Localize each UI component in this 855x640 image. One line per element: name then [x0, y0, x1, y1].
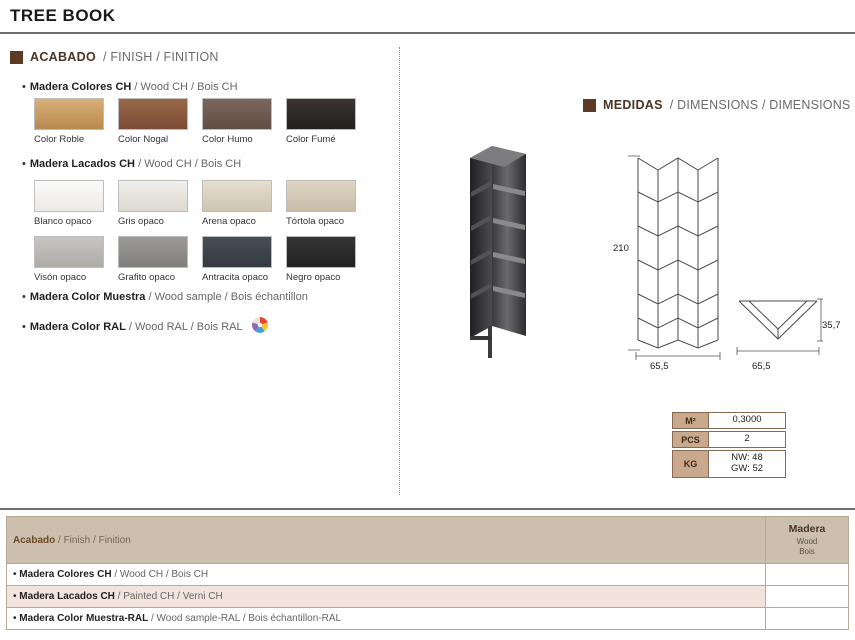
table-header-madera-l1: Madera — [788, 523, 826, 536]
swatch-chip — [202, 180, 272, 212]
table-cell-finish — [7, 586, 766, 608]
spec-row-pcs — [672, 431, 786, 448]
bullet-icon: • — [13, 613, 17, 624]
spec-key: M² — [672, 412, 709, 429]
spec-value: 2 — [709, 431, 786, 448]
color-wheel-icon — [251, 316, 269, 337]
table-header-row — [7, 517, 849, 564]
spec-value-nw: NW: 48 — [731, 452, 763, 464]
table-cell-finish-strong: Madera Lacados CH — [19, 591, 115, 602]
spec-value: 0,3000 — [709, 412, 786, 429]
finish-group-wood-title: Madera Colores CH — [29, 81, 132, 93]
swatch-gris-opaco[interactable] — [118, 180, 188, 227]
swatch-chip — [34, 236, 104, 268]
finish-group-ral — [22, 316, 269, 337]
dimension-side-width-label: 65,5 — [752, 361, 771, 372]
spec-row-kg — [672, 450, 786, 478]
swatch-label: Visón opaco — [34, 272, 87, 283]
spec-value-gw: GW: 52 — [730, 463, 764, 474]
swatch-antracita-opaco[interactable] — [202, 236, 272, 283]
product-photo — [452, 140, 548, 365]
swatch-chip — [286, 98, 356, 130]
table-cell-madera — [766, 564, 849, 586]
swatch-fume[interactable] — [286, 98, 356, 145]
table-cell-finish-strong: Madera Colores CH — [19, 569, 112, 580]
swatch-label: Blanco opaco — [34, 216, 92, 227]
swatch-chip — [286, 236, 356, 268]
swatch-tortola-opaco[interactable] — [286, 180, 356, 227]
swatch-chip — [202, 236, 272, 268]
table-cell-finish-rest: / Wood sample-RAL / Bois échantillon-RAL — [150, 613, 342, 624]
finish-group-wood — [22, 81, 238, 93]
finish-group-lacquer-title: Madera Lacados CH — [29, 158, 136, 170]
table-header-acabado — [7, 517, 766, 564]
table-header-madera — [766, 517, 849, 564]
table-header-acabado-rest: / Finish / Finition — [58, 534, 131, 546]
table-cell-madera — [766, 608, 849, 630]
swatch-label: Grafito opaco — [118, 272, 176, 283]
table-cell-finish-rest: / Painted CH / Verni CH — [117, 591, 223, 602]
finish-group-sample — [22, 291, 308, 303]
swatch-grafito-opaco[interactable] — [118, 236, 188, 283]
dimension-side-depth-label: 35,7 — [822, 320, 841, 331]
swatch-chip — [118, 236, 188, 268]
table-row — [7, 608, 849, 630]
swatch-chip — [118, 98, 188, 130]
section-marker-icon — [10, 51, 23, 64]
finish-summary-table — [6, 516, 849, 630]
dimension-front-width-label: 65,5 — [650, 361, 669, 372]
finish-group-wood-subtitle: / Wood CH / Bois CH — [134, 81, 238, 93]
swatch-negro-opaco[interactable] — [286, 236, 356, 283]
front-elevation-drawing — [628, 148, 728, 368]
bullet-icon: • — [22, 291, 26, 303]
swatch-roble[interactable] — [34, 98, 104, 145]
swatch-arena-opaco[interactable] — [202, 180, 272, 227]
table-header-madera-l3: Bois — [799, 546, 815, 556]
table-row — [7, 564, 849, 586]
table-cell-madera — [766, 586, 849, 608]
spec-table — [672, 412, 786, 480]
finish-group-sample-subtitle: / Wood sample / Bois échantillon — [148, 291, 308, 303]
swatch-chip — [202, 98, 272, 130]
swatch-chip — [34, 180, 104, 212]
spec-key: KG — [672, 450, 709, 478]
page-title: TREE BOOK — [10, 6, 116, 25]
finish-group-lacquer-subtitle: / Wood CH / Bois CH — [138, 158, 242, 170]
plan-view-drawing — [733, 295, 823, 368]
swatch-label: Arena opaco — [202, 216, 256, 227]
finish-group-ral-subtitle: / Wood RAL / Bois RAL — [128, 321, 243, 333]
table-cell-finish-strong: Madera Color Muestra-RAL — [19, 613, 149, 624]
swatch-label: Color Humo — [202, 134, 253, 145]
finish-group-ral-title: Madera Color RAL — [29, 321, 126, 333]
swatch-chip — [34, 98, 104, 130]
swatch-chip — [118, 180, 188, 212]
swatch-nogal[interactable] — [118, 98, 188, 145]
bullet-icon: • — [22, 321, 26, 333]
table-header-acabado-strong: Acabado — [13, 534, 56, 546]
table-row — [7, 586, 849, 608]
swatch-label: Gris opaco — [118, 216, 164, 227]
swatch-chip — [286, 180, 356, 212]
swatch-blanco-opaco[interactable] — [34, 180, 104, 227]
swatch-humo[interactable] — [202, 98, 272, 145]
dimension-height-label: 210 — [613, 243, 629, 254]
swatch-label: Tórtola opaco — [286, 216, 345, 227]
vertical-divider — [399, 47, 400, 495]
section-title-acabado: ACABADO — [30, 50, 96, 64]
table-cell-finish — [7, 564, 766, 586]
spec-value-group — [709, 450, 786, 478]
finish-group-sample-title: Madera Color Muestra — [29, 291, 146, 303]
section-heading-medidas — [583, 98, 850, 112]
section-title-medidas: MEDIDAS — [603, 98, 663, 112]
bullet-icon: • — [13, 569, 17, 580]
table-cell-finish — [7, 608, 766, 630]
bottom-divider — [0, 508, 855, 510]
section-heading-acabado — [10, 50, 219, 64]
swatch-label: Color Nogal — [118, 134, 169, 145]
table-cell-finish-rest: / Wood CH / Bois CH — [114, 569, 209, 580]
section-subtitle-medidas: / DIMENSIONS / DIMENSIONS — [669, 98, 851, 112]
spec-key: PCS — [672, 431, 709, 448]
header-divider — [0, 32, 855, 34]
finish-group-lacquer — [22, 158, 241, 170]
bullet-icon: • — [22, 81, 26, 93]
swatch-vison-opaco[interactable] — [34, 236, 104, 283]
section-marker-icon — [583, 99, 596, 112]
swatch-label: Color Fumé — [286, 134, 336, 145]
swatch-label: Negro opaco — [286, 272, 341, 283]
swatch-label: Antracita opaco — [202, 272, 269, 283]
spec-row-m2 — [672, 412, 786, 429]
bullet-icon: • — [13, 591, 17, 602]
section-subtitle-acabado: / FINISH / FINITION — [103, 50, 219, 64]
bullet-icon: • — [22, 158, 26, 170]
table-header-madera-l2: Wood — [796, 536, 818, 546]
swatch-label: Color Roble — [34, 134, 85, 145]
